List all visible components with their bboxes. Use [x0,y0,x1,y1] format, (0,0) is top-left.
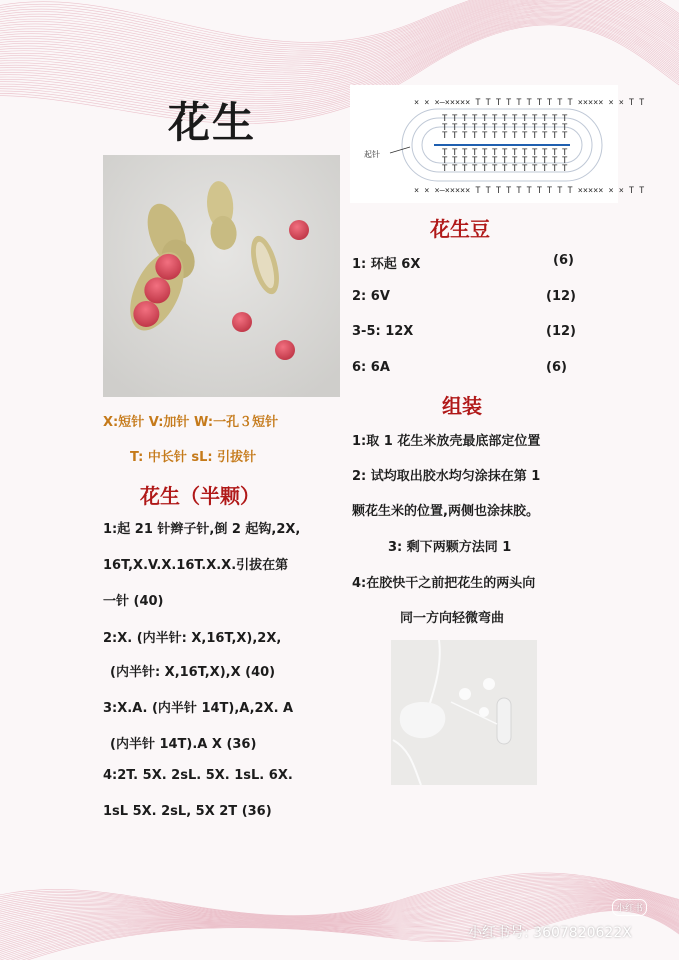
svg-text:T: T [502,123,508,133]
svg-text:T: T [462,131,468,141]
svg-text:T: T [492,148,498,158]
svg-text:T: T [532,114,538,124]
diagram-start-label: 起针 [364,150,380,159]
bean-row-4: 6: 6A [352,360,390,375]
svg-text:T: T [452,148,458,158]
svg-text:T: T [452,131,458,141]
watermark-text: 小红书号: 3607820622X [468,925,632,941]
svg-text:T: T [472,164,478,174]
svg-text:T: T [542,131,548,141]
half-peanut-title: 花生（半颗） [140,484,260,508]
svg-text:T: T [442,123,448,133]
bean-row-3: 3-5: 12X [352,324,414,339]
half-line-5: (内半针: X,16T,X),X (40) [110,665,276,680]
assembly-title: 组装 [442,394,482,418]
svg-text:T: T [442,131,448,141]
svg-text:T: T [472,131,478,141]
svg-text:T: T [462,114,468,124]
svg-text:T: T [522,123,528,133]
diagram-top-row: × × ×—××××× T T T T T T T T T T ××××× × × T T [414,98,645,108]
svg-text:T: T [482,148,488,158]
svg-text:T: T [452,164,458,174]
stitch-legend-line1: X:短针 V:加针 W:一孔３短针 [103,415,279,430]
svg-text:T: T [562,114,568,124]
svg-text:T: T [502,114,508,124]
svg-text:T: T [482,164,488,174]
svg-text:T: T [462,156,468,166]
svg-text:T: T [492,114,498,124]
svg-text:T: T [522,148,528,158]
assembly-line-5: 4:在胶快干之前把花生的两头向 [352,576,536,591]
stitch-legend-line2: T: 中长针 sL: 引拔针 [130,450,257,465]
svg-text:T: T [472,148,478,158]
svg-text:T: T [562,156,568,166]
assembly-line-3: 颗花生米的位置,两侧也涂抹胶。 [352,504,539,519]
svg-text:T: T [442,114,448,124]
assembly-line-4: 3: 剩下两颗方法同 1 [388,540,512,555]
svg-text:T: T [472,123,478,133]
svg-text:T: T [492,164,498,174]
svg-text:T: T [512,148,518,158]
svg-text:T: T [482,114,488,124]
svg-text:T: T [502,148,508,158]
svg-text:T: T [492,131,498,141]
peanut-photo [103,155,340,397]
svg-text:T: T [562,131,568,141]
svg-text:T: T [492,123,498,133]
svg-text:T: T [542,148,548,158]
assembly-line-2: 2: 试均取出胶水均匀涂抹在第 1 [352,469,541,484]
svg-text:T: T [542,164,548,174]
svg-text:T: T [552,114,558,124]
svg-text:T: T [472,114,478,124]
svg-text:T: T [492,156,498,166]
svg-text:T: T [512,131,518,141]
watermark-logo: 小红书 [612,899,647,916]
svg-text:T: T [522,156,528,166]
bean-row-2: 2: 6V [352,289,390,304]
half-line-7: (内半针 14T).A X (36) [110,737,257,752]
half-line-2: 16T,X.V.X.16T.X.X.引拔在第 [103,558,289,573]
svg-text:T: T [542,114,548,124]
svg-text:T: T [502,131,508,141]
svg-text:T: T [462,164,468,174]
svg-text:T: T [532,131,538,141]
svg-text:T: T [562,148,568,158]
crochet-diagram [350,85,645,203]
half-line-8: 4:2T. 5X. 2sL. 5X. 1sL. 6X. [103,768,293,783]
bean-row-1: 1: 环起 6X [352,257,421,272]
svg-text:T: T [452,114,458,124]
svg-text:T: T [512,123,518,133]
svg-text:T: T [552,156,558,166]
svg-text:T: T [452,123,458,133]
svg-text:T: T [452,156,458,166]
svg-text:T: T [532,123,538,133]
peanut-bean-title: 花生豆 [430,217,490,241]
svg-text:T: T [542,123,548,133]
svg-text:T: T [552,164,558,174]
svg-text:T: T [442,148,448,158]
assembly-line-1: 1:取 1 花生米放壳最底部定位置 [352,434,541,449]
svg-text:T: T [522,114,528,124]
bean-row-4-count: (6) [546,360,567,375]
svg-text:T: T [512,164,518,174]
svg-text:T: T [552,148,558,158]
assembly-photo [391,640,537,785]
svg-text:T: T [562,123,568,133]
half-line-3: 一针 (40) [103,594,164,609]
svg-text:T: T [482,131,488,141]
svg-text:T: T [442,156,448,166]
svg-text:T: T [552,123,558,133]
svg-text:T: T [542,156,548,166]
svg-text:T: T [482,123,488,133]
diagram-bottom-row: × × ×—××××× T T T T T T T T T T ××××× × × T T [414,186,645,196]
svg-text:T: T [512,156,518,166]
svg-text:T: T [552,131,558,141]
svg-text:T: T [532,156,538,166]
half-line-9: 1sL 5X. 2sL, 5X 2T (36) [103,804,272,819]
svg-text:T: T [522,131,528,141]
svg-text:T: T [502,156,508,166]
half-line-1: 1:起 21 针辫子针,倒 2 起钩,2X, [103,522,301,537]
svg-text:T: T [562,164,568,174]
bean-row-1-count: (6) [553,253,574,268]
svg-text:T: T [472,156,478,166]
svg-text:T: T [532,148,538,158]
svg-text:T: T [462,123,468,133]
svg-text:T: T [532,164,538,174]
bean-row-2-count: (12) [546,289,576,304]
bean-row-3-count: (12) [546,324,576,339]
svg-text:T: T [462,148,468,158]
svg-text:T: T [502,164,508,174]
svg-text:T: T [522,164,528,174]
svg-text:T: T [442,164,448,174]
assembly-line-6: 同一方向轻微弯曲 [400,611,505,626]
half-line-6: 3:X.A. (内半针 14T),A,2X. A [103,701,294,716]
svg-text:T: T [512,114,518,124]
svg-text:T: T [482,156,488,166]
half-line-4: 2:X. (内半针: X,16T,X),2X, [103,631,282,646]
page-title: 花生 [168,98,257,147]
